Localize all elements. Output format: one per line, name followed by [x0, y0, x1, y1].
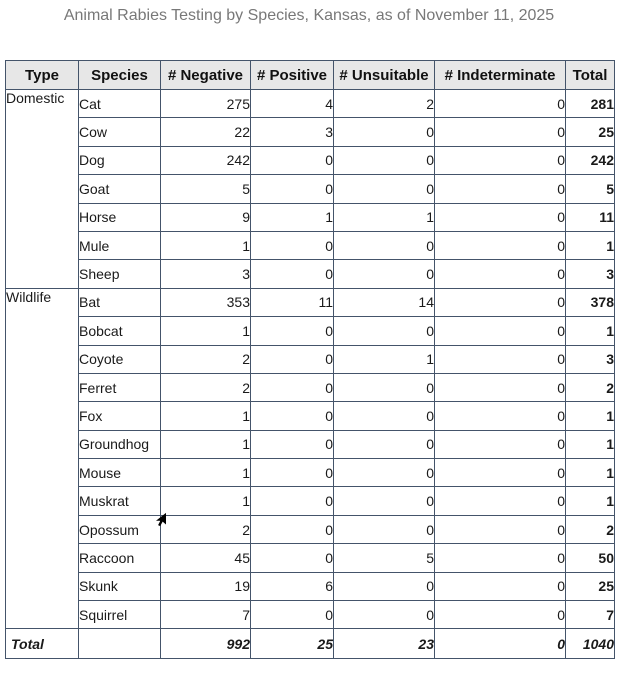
unsuitable-cell: 0 [334, 430, 435, 458]
unsuitable-cell: 0 [334, 231, 435, 259]
table-body [6, 90, 615, 629]
unsuitable-cell: 0 [334, 260, 435, 288]
column-header-species: Species [79, 61, 161, 90]
species-cell: Bat [79, 288, 161, 316]
unsuitable-cell: 0 [334, 601, 435, 629]
indeterminate-cell: 0 [435, 544, 566, 572]
total-cell: 1 [566, 487, 615, 515]
table-row [6, 402, 615, 430]
negative-cell: 3 [161, 260, 251, 288]
table-row [6, 459, 615, 487]
positive-cell: 0 [251, 544, 334, 572]
species-cell: Horse [79, 203, 161, 231]
header-row [6, 61, 615, 90]
column-header-negative: # Negative [161, 61, 251, 90]
column-header-unsuitable: # Unsuitable [334, 61, 435, 90]
species-cell: Cat [79, 90, 161, 118]
positive-cell: 11 [251, 288, 334, 316]
negative-cell: 2 [161, 373, 251, 401]
unsuitable-cell: 0 [334, 459, 435, 487]
total-cell: 3 [566, 260, 615, 288]
total-cell: 11 [566, 203, 615, 231]
total-cell: 1 [566, 317, 615, 345]
species-cell: Bobcat [79, 317, 161, 345]
column-header-total: Total [566, 61, 615, 90]
positive-cell: 0 [251, 345, 334, 373]
total-cell: 25 [566, 118, 615, 146]
unsuitable-cell: 0 [334, 146, 435, 174]
unsuitable-cell: 0 [334, 487, 435, 515]
unsuitable-cell: 0 [334, 402, 435, 430]
total-cell: 378 [566, 288, 615, 316]
total-cell: 2 [566, 373, 615, 401]
negative-cell: 1 [161, 459, 251, 487]
positive-cell: 1 [251, 203, 334, 231]
table-row [6, 317, 615, 345]
indeterminate-cell: 0 [435, 288, 566, 316]
positive-cell: 0 [251, 231, 334, 259]
total-cell: 50 [566, 544, 615, 572]
indeterminate-cell: 0 [435, 459, 566, 487]
total-cell: 7 [566, 601, 615, 629]
species-cell: Fox [79, 402, 161, 430]
negative-cell: 19 [161, 572, 251, 600]
negative-cell: 5 [161, 175, 251, 203]
positive-cell: 0 [251, 402, 334, 430]
page-title: Animal Rabies Testing by Species, Kansas, as of November 11, 2025 [63, 7, 555, 24]
indeterminate-cell: 0 [435, 345, 566, 373]
positive-cell: 6 [251, 572, 334, 600]
table-row [6, 601, 615, 629]
species-cell: Squirrel [79, 601, 161, 629]
positive-cell: 0 [251, 373, 334, 401]
total-cell: 281 [566, 90, 615, 118]
negative-cell: 9 [161, 203, 251, 231]
species-cell: Groundhog [79, 430, 161, 458]
unsuitable-cell: 1 [334, 203, 435, 231]
indeterminate-cell: 0 [435, 601, 566, 629]
unsuitable-cell: 0 [334, 118, 435, 146]
indeterminate-cell: 0 [435, 317, 566, 345]
positive-cell: 4 [251, 90, 334, 118]
total-cell: 242 [566, 146, 615, 174]
indeterminate-cell: 0 [435, 231, 566, 259]
negative-cell: 1 [161, 317, 251, 345]
total-cell: 5 [566, 175, 615, 203]
table-row [6, 146, 615, 174]
table-row [6, 572, 615, 600]
negative-cell: 1 [161, 231, 251, 259]
table-row [6, 231, 615, 259]
table-row [6, 203, 615, 231]
negative-cell: 45 [161, 544, 251, 572]
total-negative-cell: 992 [161, 629, 251, 659]
species-cell: Raccoon [79, 544, 161, 572]
positive-cell: 0 [251, 487, 334, 515]
indeterminate-cell: 0 [435, 430, 566, 458]
indeterminate-cell: 0 [435, 515, 566, 543]
total-row-species-cell [79, 629, 161, 659]
total-indeterminate-cell: 0 [435, 629, 566, 659]
total-cell: 2 [566, 515, 615, 543]
total-cell: 1 [566, 459, 615, 487]
positive-cell: 3 [251, 118, 334, 146]
total-cell: 25 [566, 572, 615, 600]
unsuitable-cell: 0 [334, 515, 435, 543]
indeterminate-cell: 0 [435, 146, 566, 174]
indeterminate-cell: 0 [435, 260, 566, 288]
species-cell: Cow [79, 118, 161, 146]
positive-cell: 0 [251, 317, 334, 345]
table-row [6, 288, 615, 316]
total-positive-cell: 25 [251, 629, 334, 659]
total-cell: 1 [566, 430, 615, 458]
total-cell: 3 [566, 345, 615, 373]
positive-cell: 0 [251, 515, 334, 543]
total-cell: 1 [566, 402, 615, 430]
unsuitable-cell: 0 [334, 572, 435, 600]
negative-cell: 2 [161, 345, 251, 373]
table-row [6, 373, 615, 401]
positive-cell: 0 [251, 260, 334, 288]
table-row [6, 90, 615, 118]
type-group-cell: Wildlife [6, 288, 79, 629]
positive-cell: 0 [251, 601, 334, 629]
species-cell: Dog [79, 146, 161, 174]
species-cell: Muskrat [79, 487, 161, 515]
positive-cell: 0 [251, 146, 334, 174]
species-cell: Mouse [79, 459, 161, 487]
indeterminate-cell: 0 [435, 203, 566, 231]
unsuitable-cell: 14 [334, 288, 435, 316]
total-overall-cell: 1040 [566, 629, 615, 659]
column-header-positive: # Positive [251, 61, 334, 90]
indeterminate-cell: 0 [435, 487, 566, 515]
negative-cell: 7 [161, 601, 251, 629]
indeterminate-cell: 0 [435, 373, 566, 401]
species-cell: Opossum [79, 515, 161, 543]
unsuitable-cell: 0 [334, 175, 435, 203]
indeterminate-cell: 0 [435, 402, 566, 430]
table-row [6, 515, 615, 543]
species-cell: Ferret [79, 373, 161, 401]
total-row-label: Total [6, 629, 79, 659]
species-cell: Sheep [79, 260, 161, 288]
table-row [6, 487, 615, 515]
unsuitable-cell: 2 [334, 90, 435, 118]
table-row [6, 260, 615, 288]
negative-cell: 242 [161, 146, 251, 174]
table-row [6, 175, 615, 203]
indeterminate-cell: 0 [435, 90, 566, 118]
positive-cell: 0 [251, 430, 334, 458]
negative-cell: 22 [161, 118, 251, 146]
species-cell: Skunk [79, 572, 161, 600]
negative-cell: 1 [161, 402, 251, 430]
negative-cell: 1 [161, 487, 251, 515]
species-cell: Goat [79, 175, 161, 203]
type-group-cell: Domestic [6, 90, 79, 289]
indeterminate-cell: 0 [435, 572, 566, 600]
table-row [6, 345, 615, 373]
rabies-testing-table [5, 60, 615, 659]
unsuitable-cell: 1 [334, 345, 435, 373]
total-row [6, 629, 615, 659]
table-row [6, 118, 615, 146]
table-row [6, 430, 615, 458]
column-header-type: Type [6, 61, 79, 90]
negative-cell: 275 [161, 90, 251, 118]
total-cell: 1 [566, 231, 615, 259]
negative-cell: 353 [161, 288, 251, 316]
positive-cell: 0 [251, 459, 334, 487]
unsuitable-cell: 5 [334, 544, 435, 572]
table-row [6, 544, 615, 572]
indeterminate-cell: 0 [435, 118, 566, 146]
column-header-indeterminate: # Indeterminate [435, 61, 566, 90]
positive-cell: 0 [251, 175, 334, 203]
species-cell: Coyote [79, 345, 161, 373]
negative-cell: 2 [161, 515, 251, 543]
unsuitable-cell: 0 [334, 373, 435, 401]
total-unsuitable-cell: 23 [334, 629, 435, 659]
negative-cell: 1 [161, 430, 251, 458]
indeterminate-cell: 0 [435, 175, 566, 203]
species-cell: Mule [79, 231, 161, 259]
unsuitable-cell: 0 [334, 317, 435, 345]
